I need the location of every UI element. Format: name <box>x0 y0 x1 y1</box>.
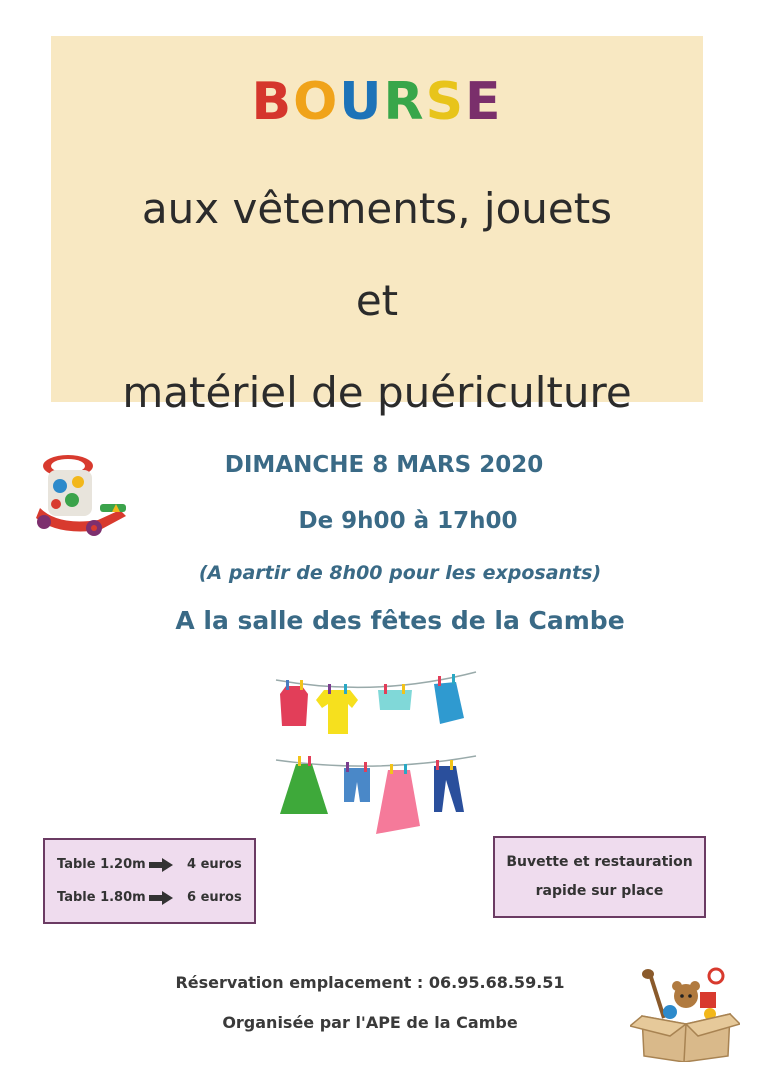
bourse-title <box>51 72 703 132</box>
buvette-box <box>493 836 706 918</box>
arrow-right-icon <box>149 858 173 872</box>
bourse-letter: E <box>465 72 503 132</box>
arrow-right-icon <box>149 891 173 905</box>
table-prices-box <box>43 838 256 924</box>
event-date: DIMANCHE 8 MARS 2020 <box>224 452 544 478</box>
title-line-2: et <box>355 276 399 325</box>
toy-box-icon <box>630 966 740 1062</box>
clothesline-icon <box>272 664 480 840</box>
title-line-1: aux vêtements, jouets <box>141 184 613 233</box>
table-size-label: Table 1.80m <box>57 890 146 905</box>
event-hours: De 9h00 à 17h00 <box>298 508 518 534</box>
title-line-3: matériel de puériculture <box>122 368 632 417</box>
reservation-phone: Réservation emplacement : 06.95.68.59.51 <box>175 973 565 992</box>
event-venue: A la salle des fêtes de la Cambe <box>175 606 625 635</box>
exhibitors-note: (A partir de 8h00 pour les exposants) <box>198 562 602 584</box>
bourse-letter: U <box>339 72 384 132</box>
table-price: 6 euros <box>187 890 242 905</box>
buvette-line-1: Buvette et restauration <box>506 854 693 870</box>
table-size-label: Table 1.20m <box>57 857 146 872</box>
bourse-letter: B <box>251 72 294 132</box>
organiser-text: Organisée par l'APE de la Cambe <box>222 1013 518 1032</box>
table-price: 4 euros <box>187 857 242 872</box>
bourse-letter: S <box>425 72 466 132</box>
buvette-line-2: rapide sur place <box>535 883 664 899</box>
bourse-letter: R <box>383 72 426 132</box>
bourse-letter: O <box>293 72 340 132</box>
title-banner <box>51 36 703 417</box>
